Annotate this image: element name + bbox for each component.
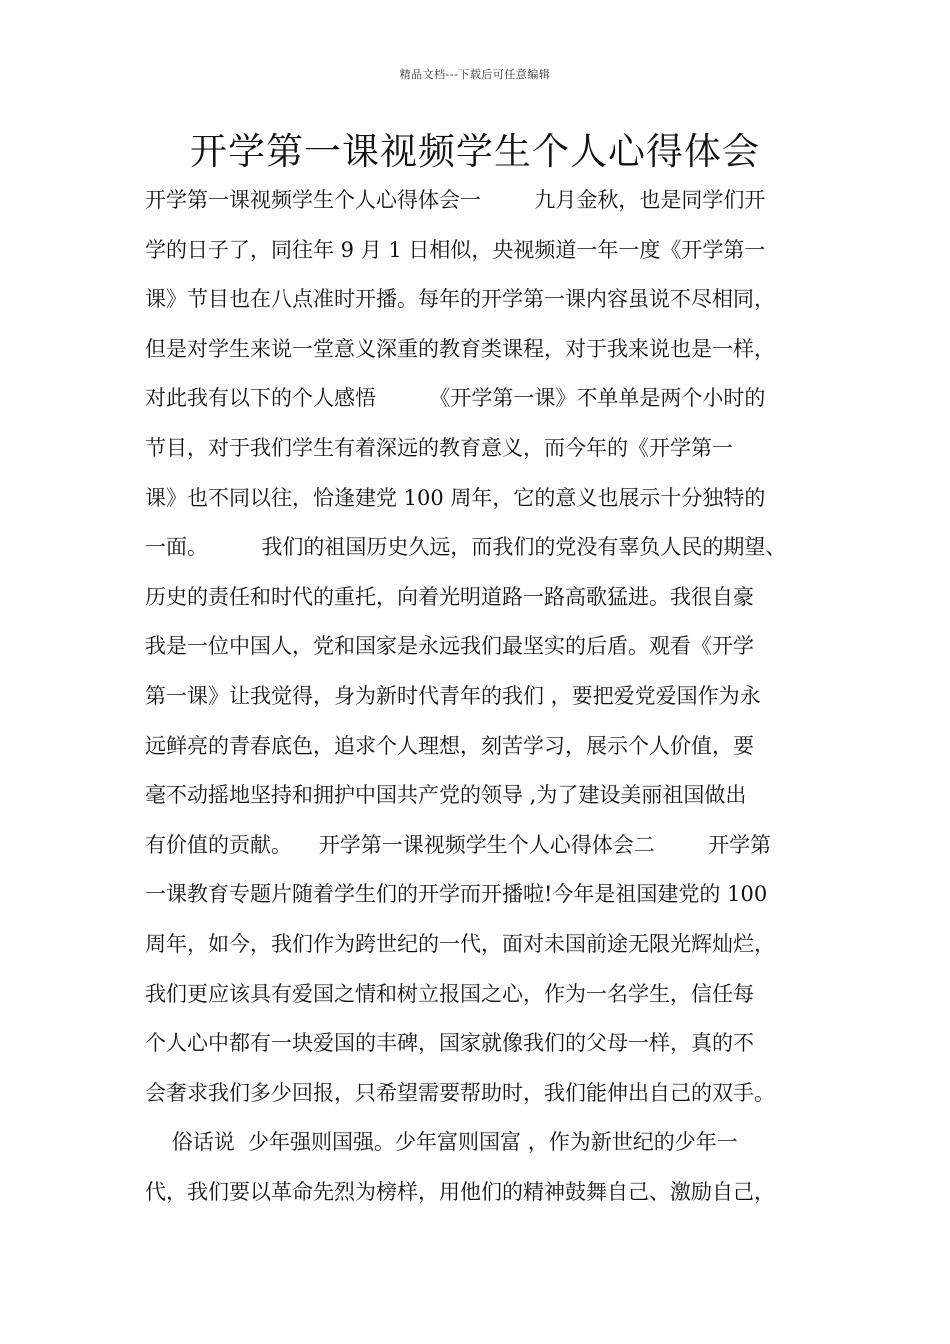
text-line: 我们更应该具有爱国之情和树立报国之心，作为一名学生，信任每 — [145, 981, 754, 1006]
page-title: 开学第一课视频学生个人心得体会 — [190, 130, 760, 173]
text-line: 一面。 我们的祖国历史久远，而我们的党没有辜负人民的期望、 — [145, 535, 787, 560]
text-line: 课》节目也在八点准时开播。每年的开学第一课内容虽说不尽相同， — [145, 287, 775, 312]
text-line: 毫不动摇地坚持和拥护中国共产党的领导 ,为了建设美丽祖国做出 — [145, 783, 747, 808]
text-line: 第一课》让我觉得，身为新时代青年的我们 ，要把爱党爱国作为永 — [145, 683, 761, 708]
text-line: 对此我有以下的个人感悟 《开学第一课》不单单是两个小时的 — [145, 386, 766, 411]
text-line: 历史的责任和时代的重托，向着光明道路一路高歌猛进。我很自豪 — [145, 584, 754, 609]
text-line: 有价值的贡献。 开学第一课视频学生个人心得体会二 开学第 — [145, 832, 772, 857]
text-line: 学的日子了，同往年 9 月 1 日相似，央视频道一年一度《开学第一 — [145, 237, 766, 262]
text-line: 俗话说 少年强则国强。少年富则国富 ，作为新世纪的少年一 — [145, 1130, 738, 1155]
text-line: 个人心中都有一块爱国的丰碑，国家就像我们的父母一样，真的不 — [145, 1031, 754, 1056]
text-line: 我是一位中国人，党和国家是永远我们最坚实的后盾。观看《开学 — [145, 634, 754, 659]
text-line: 远鲜亮的青春底色，追求个人理想，刻苦学习，展示个人价值，要 — [145, 733, 754, 758]
text-line: 但是对学生来说一堂意义深重的教育类课程，对于我来说也是一样， — [145, 336, 775, 361]
text-line: 一课教育专题片随着学生们的开学而开播啦!今年是祖国建党的 100 — [145, 882, 768, 907]
text-line: 节目，对于我们学生有着深远的教育意义，而今年的《开学第一 — [145, 435, 733, 460]
text-line: 课》也不同以往，恰逢建党 100 周年，它的意义也展示十分独特的 — [145, 485, 766, 510]
text-line: 周年，如今，我们作为跨世纪的一代，面对未国前途无限光辉灿烂， — [145, 931, 775, 956]
body-text — [145, 180, 825, 1221]
text-line: 代，我们要以革命先烈为榜样，用他们的精神鼓舞自己、激励自己， — [145, 1179, 775, 1204]
header-note: 精品文档---下载后可任意编辑 — [399, 68, 551, 81]
text-line: 开学第一课视频学生个人心得体会一 九月金秋，也是同学们开 — [145, 188, 766, 212]
text-line: 会奢求我们多少回报，只希望需要帮助时，我们能伸出自己的双手。 — [145, 1080, 775, 1105]
